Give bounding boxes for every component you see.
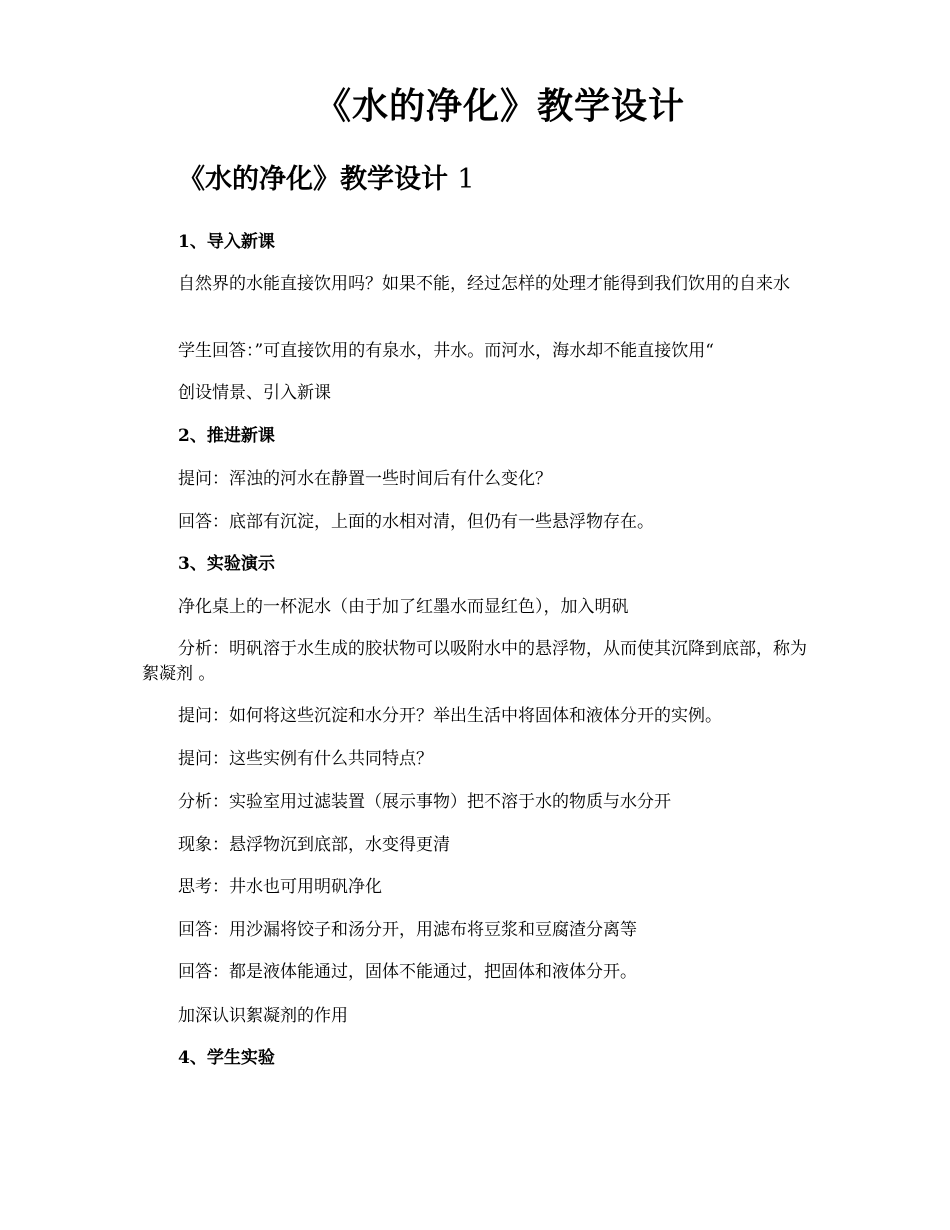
section-heading: 2、推进新课 (178, 426, 275, 446)
paragraph: 加深认识絮凝剂的作用 (178, 1006, 348, 1026)
paragraph: 思考：井水也可用明矾净化 (178, 877, 382, 897)
section-heading: 4、学生实验 (178, 1048, 275, 1068)
paragraph: 提问：如何将这些沉淀和水分开？举出生活中将固体和液体分开的实例。 (178, 706, 722, 726)
paragraph: 分析：实验室用过滤装置（展示事物）把不溶于水的物质与水分开 (178, 792, 671, 812)
section-title-number: 1 (457, 164, 475, 195)
paragraph: 自然界的水能直接饮用吗？如果不能，经过怎样的处理才能得到我们饮用的自来水 (178, 274, 790, 294)
paragraph: 学生回答：”可直接饮用的有泉水，井水。而河水，海水却不能直接饮用“ (178, 341, 714, 361)
paragraph: 净化桌上的一杯泥水（由于加了红墨水而显红色），加入明矾 (178, 597, 629, 617)
paragraph: 回答：用沙漏将饺子和汤分开，用滤布将豆浆和豆腐渣分离等 (178, 920, 637, 940)
section-heading: 3、实验演示 (178, 554, 275, 574)
paragraph: 现象：悬浮物沉到底部，水变得更清 (178, 835, 450, 855)
paragraph: 创设情景、引入新课 (178, 383, 331, 403)
section-title (178, 160, 475, 200)
paragraph: 分析：明矾溶于水生成的胶状物可以吸附水中的悬浮物，从而使其沉降到底部，称为絮凝剂 。 (142, 639, 807, 684)
section-title-text: 《水的净化》教学设计 (178, 164, 448, 195)
paragraph: 提问：浑浊的河水在静置一些时间后有什么变化？ (178, 469, 552, 489)
section-heading: 1、导入新课 (178, 232, 275, 252)
paragraph: 回答：底部有沉淀，上面的水相对清，但仍有一些悬浮物存在。 (178, 512, 654, 532)
document-title: 《水的净化》教学设计 (314, 85, 685, 127)
paragraph: 提问：这些实例有什么共同特点？ (178, 749, 433, 769)
paragraph: 回答：都是液体能通过，固体不能通过，把固体和液体分开。 (178, 962, 637, 982)
